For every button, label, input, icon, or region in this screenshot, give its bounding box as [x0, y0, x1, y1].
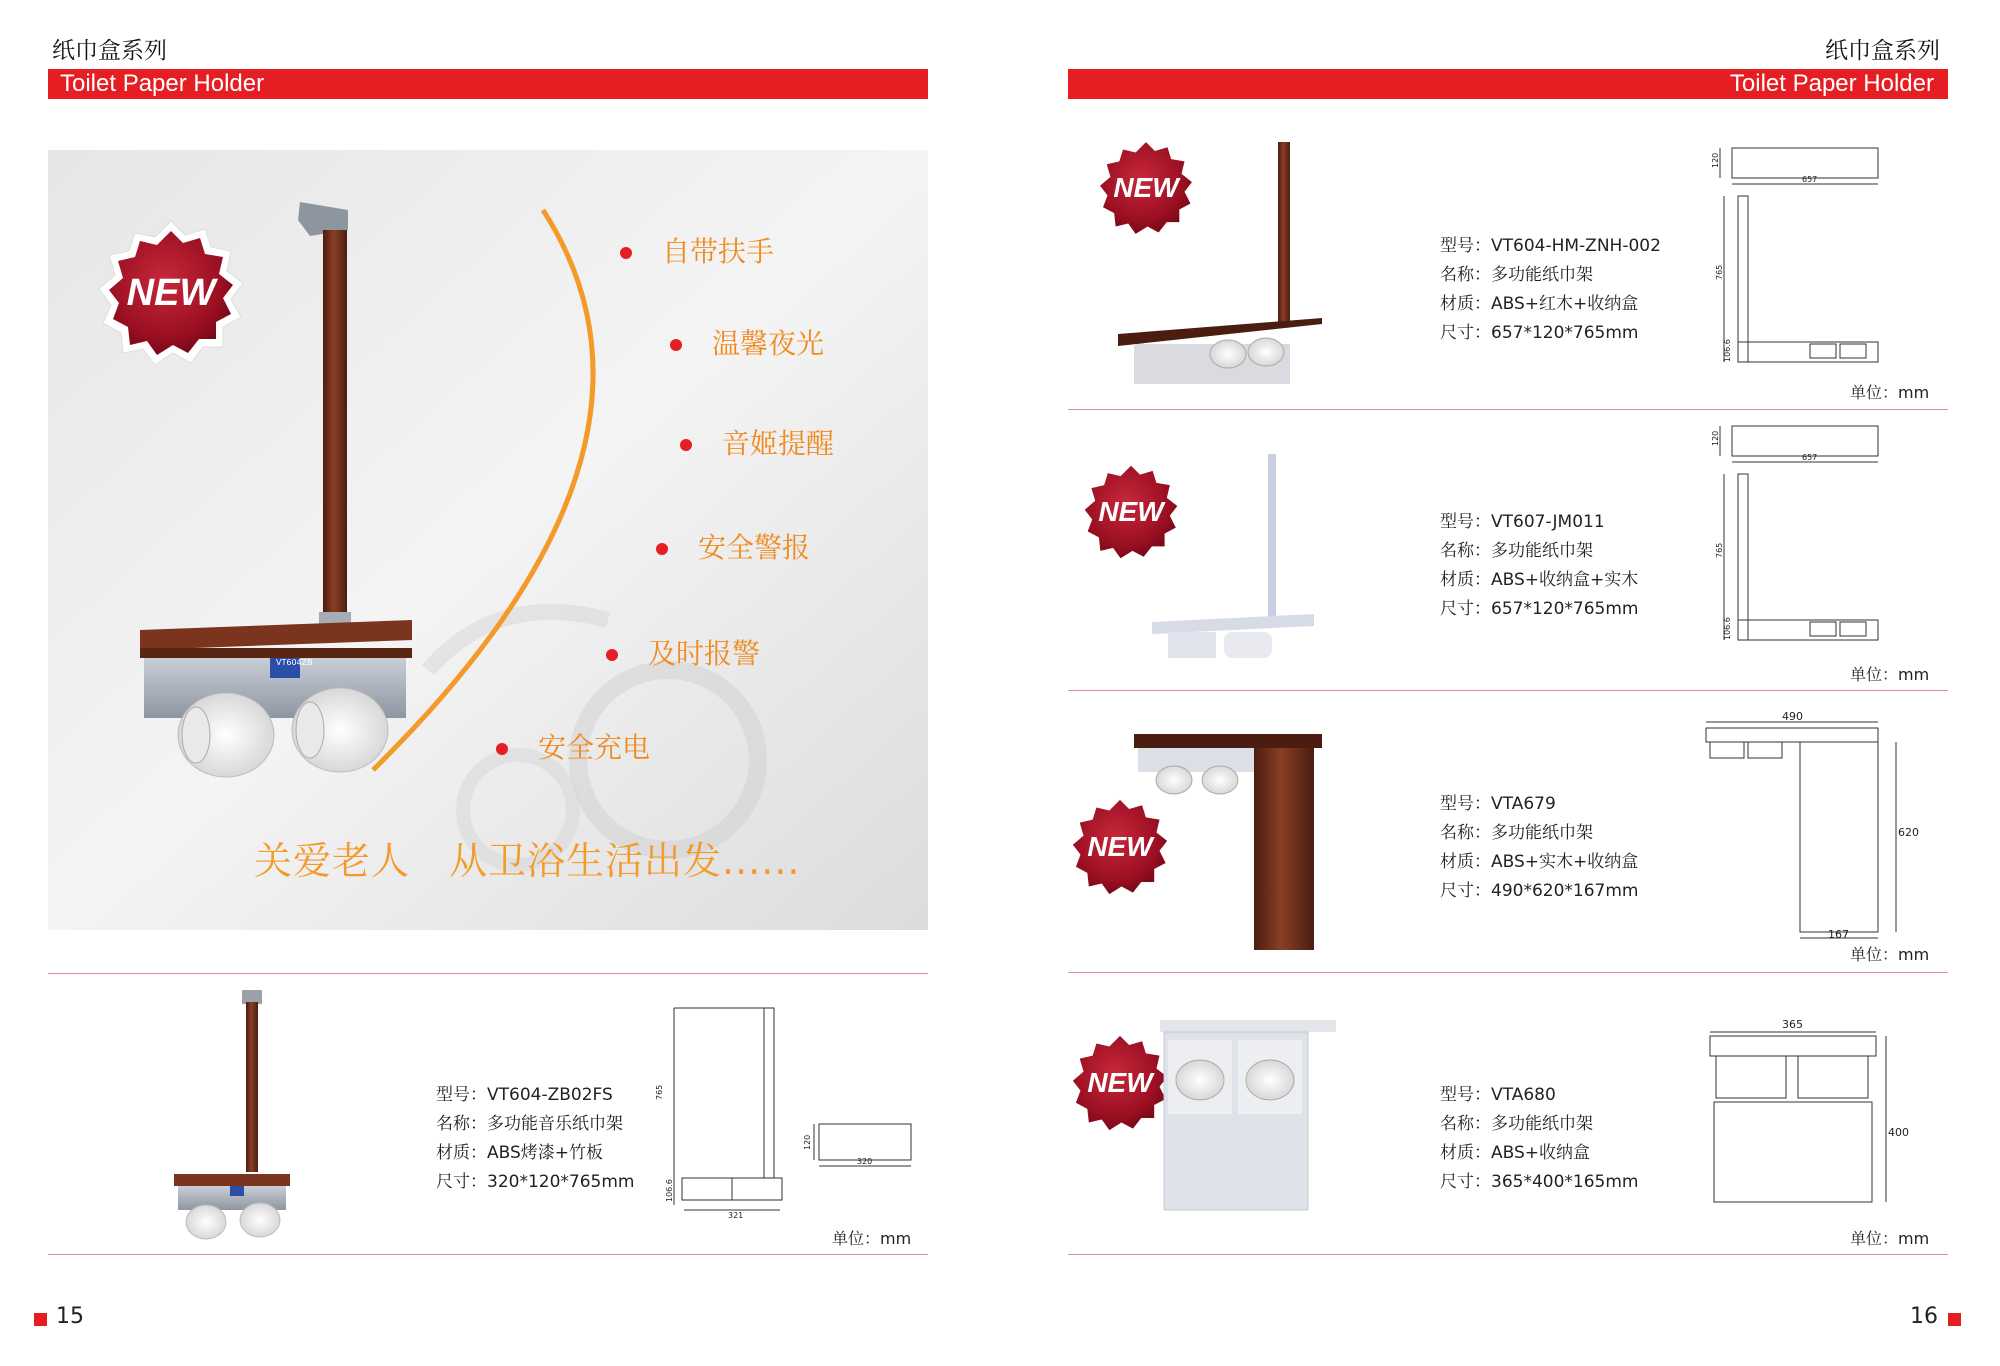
product-photo — [1156, 1016, 1342, 1220]
product-illustration — [160, 988, 300, 1248]
new-badge — [90, 218, 252, 368]
product-size: 尺寸：365*400*165mm — [1440, 1172, 1639, 1192]
new-badge-text: NEW — [126, 271, 216, 314]
product-spec — [1440, 1081, 1638, 1197]
drawing-svg — [655, 1000, 924, 1220]
page-marker-icon — [34, 1313, 47, 1326]
drawing-svg — [1700, 1012, 1910, 1212]
dim-width: 320 — [857, 1157, 873, 1166]
dim-top: 657 — [1802, 453, 1818, 462]
dim-bottom: 321 — [728, 1211, 744, 1220]
unit-label: 单位：mm — [1850, 945, 1930, 964]
right-series-banner — [1068, 69, 1948, 99]
product-model: 型号：VT607-JM011 — [1440, 512, 1605, 532]
product-name: 名称：多功能纸巾架 — [1440, 541, 1593, 561]
dim-depth: 167 — [1828, 928, 1849, 941]
dim-height: 765 — [1715, 542, 1724, 558]
drawing-svg — [1700, 418, 1900, 648]
product-name: 名称：多功能音乐纸巾架 — [436, 1114, 623, 1134]
bullet-icon — [620, 247, 632, 259]
new-badge-text: NEW — [1113, 172, 1179, 203]
left-series-banner — [48, 69, 928, 99]
technical-drawing — [1700, 418, 1900, 652]
bullet-icon — [670, 339, 682, 351]
hero-product-label: VT604ZB — [276, 658, 313, 667]
product-photo — [1130, 728, 1330, 962]
dim-side: 120 — [1711, 152, 1720, 168]
bullet-icon — [680, 439, 692, 451]
product-material: 材质：ABS+红木+收纳盒 — [1440, 294, 1639, 314]
technical-drawing — [1700, 710, 1919, 946]
new-badge-text: NEW — [1087, 831, 1153, 862]
product-size: 尺寸：657*120*765mm — [1440, 323, 1639, 343]
product-size: 尺寸：320*120*765mm — [436, 1172, 635, 1192]
feature-item: 安全充电 — [496, 726, 650, 766]
product-model: 型号：VT604-HM-ZNH-002 — [1440, 236, 1661, 256]
divider — [1068, 972, 1948, 973]
product-model: 型号：VTA679 — [1440, 794, 1556, 814]
bullet-icon — [496, 743, 508, 755]
feature-item: 安全警报 — [656, 526, 810, 566]
product-spec — [1440, 508, 1638, 624]
hero-image — [48, 150, 928, 930]
divider — [1068, 1254, 1948, 1255]
divider — [1068, 690, 1948, 691]
product-name: 名称：多功能纸巾架 — [1440, 1114, 1593, 1134]
page-number-left: 15 — [56, 1304, 84, 1329]
unit-label: 单位：mm — [832, 1229, 912, 1248]
page-marker-icon — [1948, 1313, 1961, 1326]
hero-slogan: 关爱老人 从卫浴生活出发...... — [254, 839, 801, 883]
new-badge-text: NEW — [1087, 1067, 1153, 1098]
dim-side: 106.6 — [665, 1179, 674, 1202]
unit-label: 单位：mm — [1850, 665, 1930, 684]
dim-small: 106.6 — [1723, 339, 1732, 362]
feature-item: 音姬提醒 — [680, 422, 834, 462]
dim-height: 765 — [655, 1084, 664, 1100]
right-series-en: Toilet Paper Holder — [1729, 70, 1934, 97]
product-name: 名称：多功能纸巾架 — [1440, 823, 1593, 843]
product-size: 尺寸：657*120*765mm — [1440, 599, 1639, 619]
dim-width: 490 — [1782, 710, 1803, 723]
bullet-icon — [606, 649, 618, 661]
product-photo — [1110, 138, 1330, 402]
technical-drawing — [655, 1000, 924, 1224]
divider — [48, 973, 928, 974]
product-illustration — [1156, 1016, 1342, 1216]
product-spec — [1440, 790, 1638, 906]
product-material: 材质：ABS+收纳盒+实木 — [1440, 570, 1639, 590]
bullet-icon — [656, 543, 668, 555]
product-illustration — [1110, 138, 1330, 398]
dim-height: 620 — [1898, 826, 1919, 839]
technical-drawing — [1700, 1012, 1910, 1216]
drawing-svg — [1700, 140, 1900, 370]
product-model: 型号：VT604-ZB02FS — [436, 1085, 613, 1105]
dim-side: 120 — [1711, 430, 1720, 446]
divider — [48, 1254, 928, 1255]
right-series-title: 纸巾盒系列 — [1825, 38, 1940, 64]
dim-height: 400 — [1888, 1126, 1909, 1139]
product-material: 材质：ABS烤漆+竹板 — [436, 1143, 604, 1163]
feature-item: 温馨夜光 — [670, 322, 824, 362]
unit-label: 单位：mm — [1850, 383, 1930, 402]
product-illustration — [1130, 728, 1330, 958]
divider — [1068, 409, 1948, 410]
dim-small: 106.6 — [1723, 617, 1732, 640]
unit-label: 单位：mm — [1850, 1229, 1930, 1248]
dim-height: 765 — [1715, 264, 1724, 280]
product-material: 材质：ABS+收纳盒 — [1440, 1143, 1591, 1163]
dim-width: 365 — [1782, 1018, 1803, 1031]
dim-depth: 120 — [803, 1134, 812, 1150]
left-series-en: Toilet Paper Holder — [60, 70, 265, 97]
dim-top: 657 — [1802, 175, 1818, 184]
product-name: 名称：多功能纸巾架 — [1440, 265, 1593, 285]
product-photo — [160, 988, 300, 1252]
product-model: 型号：VTA680 — [1440, 1085, 1556, 1105]
left-series-title: 纸巾盒系列 — [52, 38, 167, 64]
product-material: 材质：ABS+实木+收纳盒 — [1440, 852, 1639, 872]
technical-drawing — [1700, 140, 1900, 374]
product-spec — [436, 1081, 634, 1197]
new-badge-text: NEW — [1098, 496, 1164, 527]
product-photo — [1146, 450, 1326, 670]
drawing-svg — [1700, 710, 1919, 942]
product-size: 尺寸：490*620*167mm — [1440, 881, 1639, 901]
feature-item: 及时报警 — [606, 632, 760, 672]
product-illustration — [1146, 450, 1326, 666]
product-spec — [1440, 232, 1661, 348]
feature-item: 自带扶手 — [620, 230, 774, 270]
page-number-right: 16 — [1910, 1304, 1938, 1329]
